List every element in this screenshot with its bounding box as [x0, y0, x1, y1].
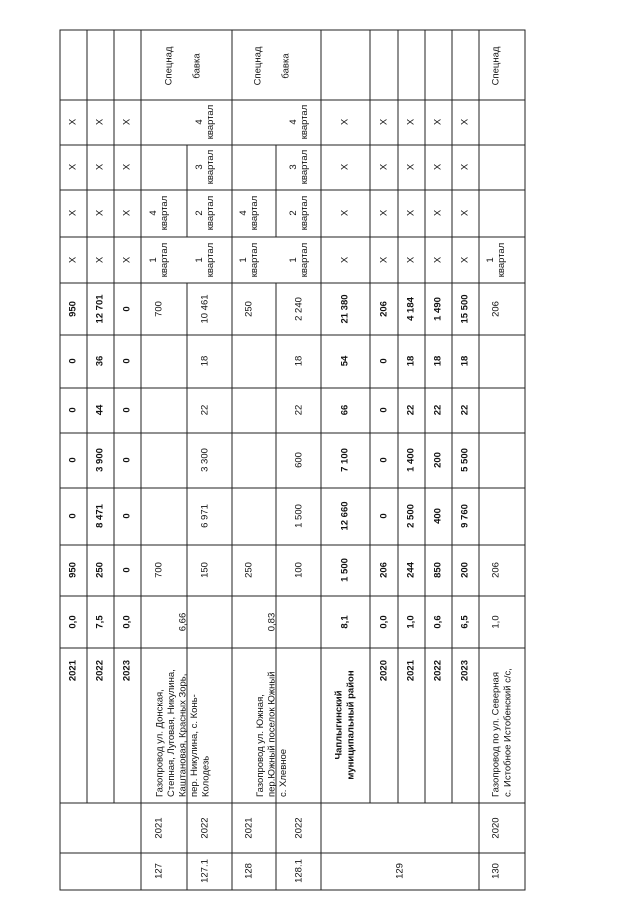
- year-cell: 2021: [67, 660, 79, 682]
- district-quarter: X: [378, 256, 390, 264]
- obj127-note: Спецнад: [163, 46, 175, 86]
- value-cell: 0: [67, 457, 79, 463]
- value-cell: 0: [121, 457, 133, 463]
- district-quarter: X: [459, 256, 471, 264]
- quarter-cell: X: [121, 256, 133, 264]
- district-value: 9 760: [459, 504, 471, 528]
- district-quarter: X: [405, 163, 417, 171]
- obj127-quarter: квартал: [205, 104, 217, 140]
- length-cell: 0,0: [121, 615, 133, 629]
- obj127-name: пер. Никулина, с. Конь-: [189, 694, 201, 797]
- obj127-quarter: 3: [194, 164, 206, 170]
- obj127-value: 3 300: [199, 448, 211, 472]
- obj127-year: 2022: [199, 817, 211, 839]
- obj128-quarter: квартал: [299, 149, 311, 185]
- quarter-cell: X: [121, 209, 133, 217]
- district-total: 7 100: [339, 448, 351, 472]
- district-quarter: X: [405, 118, 417, 126]
- value-cell: 0: [121, 306, 133, 312]
- district-year: 2022: [432, 660, 444, 682]
- obj128-value: 250: [243, 301, 255, 317]
- district-quarter: X: [378, 209, 390, 217]
- value-cell: 250: [94, 562, 106, 578]
- district-quarter: X: [405, 256, 417, 264]
- district-value: 22: [432, 404, 444, 416]
- obj128-year: 2022: [293, 817, 305, 839]
- length-cell: 0,0: [67, 615, 79, 629]
- district-value: 200: [459, 562, 471, 578]
- district-quarter: X: [459, 209, 471, 217]
- district-value: 18: [459, 355, 471, 367]
- obj127-value: 18: [199, 355, 211, 367]
- quarter-cell: X: [94, 118, 106, 126]
- quarter-cell: X: [67, 256, 79, 264]
- district-quarter: X: [339, 118, 351, 126]
- obj130-note: Спецнад: [490, 46, 502, 86]
- district-total: 8,1: [339, 615, 351, 629]
- obj127-quarter: квартал: [159, 195, 171, 231]
- district-quarter: X: [405, 209, 417, 217]
- district-value: 18: [405, 355, 417, 367]
- value-cell: 950: [67, 301, 79, 317]
- obj128-quarter: квартал: [249, 242, 261, 278]
- year-cell: 2022: [94, 660, 106, 682]
- district-total: 12 660: [339, 501, 351, 531]
- obj127-length: 6,66: [177, 612, 189, 632]
- district-value: 400: [432, 508, 444, 524]
- district-quarter: X: [432, 209, 444, 217]
- obj128-quarter: квартал: [299, 104, 311, 140]
- value-cell: 12 701: [94, 294, 106, 324]
- obj128-value: 600: [293, 452, 305, 468]
- value-cell: 0: [67, 513, 79, 519]
- district-quarter: X: [432, 118, 444, 126]
- value-cell: 0: [121, 567, 133, 573]
- obj128-value: 22: [293, 404, 305, 416]
- obj128-quarter: 1: [288, 257, 300, 263]
- district-total: 21 380: [339, 294, 351, 324]
- obj130-name: с. Истобное Истобенский с/с,: [502, 668, 514, 797]
- district-length: 0,0: [378, 615, 390, 629]
- obj128-quarter: 4: [288, 119, 300, 125]
- obj127-value: 150: [199, 562, 211, 578]
- obj128-subnumber: 128.1: [293, 859, 305, 883]
- obj128-name: пер.Южный поселок Южный: [266, 671, 278, 797]
- obj127-value: 700: [153, 301, 165, 317]
- district-value: 22: [405, 404, 417, 416]
- district-quarter: X: [339, 163, 351, 171]
- obj130-quarter: квартал: [496, 242, 508, 278]
- value-cell: 8 471: [94, 504, 106, 528]
- district-total: 66: [339, 404, 351, 416]
- quarter-cell: X: [67, 118, 79, 126]
- district-year: 2020: [378, 660, 390, 682]
- table-cells: [68, 46, 514, 883]
- obj128-number: 128: [243, 863, 255, 879]
- obj128-value: 18: [293, 355, 305, 367]
- obj130-number: 130: [490, 863, 502, 879]
- district-value: 1 400: [405, 448, 417, 472]
- quarter-cell: X: [67, 209, 79, 217]
- obj127-subnumber: 127.1: [199, 859, 211, 883]
- obj130-year: 2020: [490, 817, 502, 839]
- quarter-cell: X: [121, 118, 133, 126]
- value-cell: 0: [121, 407, 133, 413]
- value-cell: 0: [67, 358, 79, 364]
- obj127-quarter: 1: [194, 257, 206, 263]
- obj127-quarter: квартал: [205, 195, 217, 231]
- district-value: 0: [378, 407, 390, 413]
- obj127-number: 127: [153, 863, 165, 879]
- obj130-value: 206: [490, 301, 502, 317]
- quarter-cell: X: [94, 256, 106, 264]
- district-quarter: X: [432, 163, 444, 171]
- district-length: 1,0: [405, 615, 417, 629]
- obj128-quarter: 2: [288, 210, 300, 216]
- obj127-name: Колодезь: [200, 755, 212, 797]
- district-length: 6,5: [459, 615, 471, 629]
- value-cell: 36: [94, 355, 106, 367]
- obj130-name: Газопровод по ул. Северная: [490, 672, 502, 797]
- quarter-cell: X: [121, 163, 133, 171]
- quarter-cell: X: [94, 163, 106, 171]
- district-value: 206: [378, 301, 390, 317]
- obj128-name: Газопровод ул. Южная,: [255, 694, 267, 797]
- district-value: 22: [459, 404, 471, 416]
- obj128-year: 2021: [243, 817, 255, 839]
- district-year: 2021: [405, 660, 417, 682]
- district-name: муниципальный район: [345, 670, 357, 780]
- district-value: 0: [378, 513, 390, 519]
- obj127-note: бавка: [191, 53, 203, 79]
- obj128-quarter: 3: [288, 164, 300, 170]
- obj127-quarter: 4: [194, 119, 206, 125]
- value-cell: 44: [94, 404, 106, 416]
- obj127-year: 2021: [153, 817, 165, 839]
- obj127-value: 6 971: [199, 504, 211, 528]
- district-name: Чаплыгинский: [333, 690, 345, 760]
- obj130-value: 206: [490, 562, 502, 578]
- quarter-cell: X: [67, 163, 79, 171]
- district-value: 18: [432, 355, 444, 367]
- district-total: 54: [339, 355, 351, 367]
- district-quarter: X: [339, 256, 351, 264]
- obj128-quarter: квартал: [249, 195, 261, 231]
- district-value: 4 184: [405, 297, 417, 321]
- value-cell: 0: [121, 513, 133, 519]
- value-cell: 3 900: [94, 448, 106, 472]
- district-value: 850: [432, 562, 444, 578]
- obj128-note: бавка: [280, 53, 292, 79]
- obj127-value: 10 461: [199, 294, 211, 324]
- district-value: 1 490: [432, 297, 444, 321]
- obj127-name: Каштановая, Красных Зорь,: [177, 673, 189, 797]
- obj130-length: 1,0: [490, 615, 502, 629]
- district-quarter: X: [339, 209, 351, 217]
- district-quarter: X: [459, 118, 471, 126]
- obj127-name: Газопровод ул. Донская,: [154, 689, 166, 797]
- district-length: 0,6: [432, 615, 444, 629]
- length-cell: 7,5: [94, 615, 106, 629]
- obj128-value: 250: [243, 562, 255, 578]
- district-value: 0: [378, 457, 390, 463]
- district-value: 2 500: [405, 504, 417, 528]
- obj130-quarter: 1: [485, 257, 497, 263]
- obj127-quarter: 1: [148, 257, 160, 263]
- district-quarter: X: [432, 256, 444, 264]
- obj128-quarter: 1: [238, 257, 250, 263]
- district-quarter: X: [378, 163, 390, 171]
- obj127-value: 22: [199, 404, 211, 416]
- year-cell: 2023: [121, 660, 133, 682]
- obj128-quarter: 4: [238, 210, 250, 216]
- value-cell: 0: [121, 358, 133, 364]
- value-cell: 950: [67, 562, 79, 578]
- obj127-quarter: квартал: [205, 149, 217, 185]
- value-cell: 0: [67, 407, 79, 413]
- obj128-length: 0,83: [266, 612, 278, 632]
- district-value: 5 500: [459, 448, 471, 472]
- district-quarter: X: [378, 118, 390, 126]
- obj128-note: Спецнад: [252, 46, 264, 86]
- obj128-quarter: квартал: [299, 195, 311, 231]
- obj127-quarter: квартал: [205, 242, 217, 278]
- district-number: 129: [394, 863, 406, 879]
- district-value: 200: [432, 452, 444, 468]
- obj127-quarter: 2: [194, 210, 206, 216]
- obj127-name: Степная, Луговая, Никулина,: [166, 669, 178, 797]
- district-year: 2023: [459, 660, 471, 682]
- obj128-name: с. Хлевное: [278, 748, 290, 797]
- district-value: 0: [378, 358, 390, 364]
- district-value: 244: [405, 562, 417, 578]
- obj128-value: 1 500: [293, 504, 305, 528]
- obj127-quarter: 4: [148, 210, 160, 216]
- district-value: 15 500: [459, 294, 471, 324]
- obj127-quarter: квартал: [159, 242, 171, 278]
- quarter-cell: X: [94, 209, 106, 217]
- obj128-value: 100: [293, 562, 305, 578]
- obj127-value: 700: [153, 562, 165, 578]
- district-total: 1 500: [339, 558, 351, 582]
- obj128-value: 2 240: [293, 297, 305, 321]
- district-quarter: X: [459, 163, 471, 171]
- obj128-quarter: квартал: [299, 242, 311, 278]
- district-value: 206: [378, 562, 390, 578]
